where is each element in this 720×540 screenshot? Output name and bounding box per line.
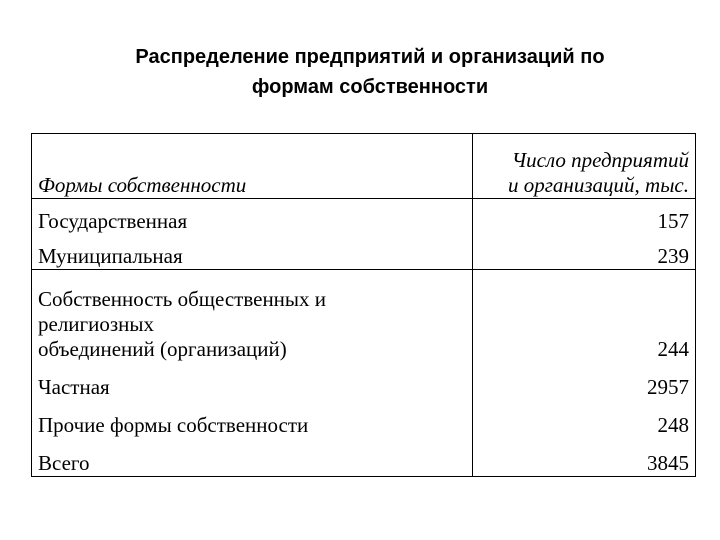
row-form-line-2: религиозных <box>38 312 155 336</box>
row-form-line-3: объединений (организаций) <box>38 337 287 361</box>
row-count: 248 <box>473 400 696 438</box>
table-row <box>32 199 696 235</box>
row-form: Государственная <box>32 199 473 235</box>
row-form: Прочие формы собственности <box>32 400 473 438</box>
table-row <box>32 400 696 438</box>
row-form: Частная <box>32 362 473 400</box>
row-count: 2957 <box>473 362 696 400</box>
table-header-row <box>32 134 696 199</box>
header-count-line-2: и организаций, тыс. <box>507 173 689 197</box>
title-line-2: формам собственности <box>251 76 489 98</box>
row-count: 3845 <box>473 438 696 477</box>
page-title <box>60 42 680 102</box>
row-form: Всего <box>32 438 473 477</box>
header-count-line-1: Число предприятий <box>511 148 689 172</box>
row-form: Муниципальная <box>32 234 473 270</box>
row-count: 244 <box>473 270 696 363</box>
row-count: 157 <box>473 199 696 235</box>
table-row <box>32 362 696 400</box>
ownership-table <box>31 133 696 477</box>
table-row <box>32 234 696 270</box>
title-line-1: Распределение предприятий и организаций по <box>135 46 605 68</box>
row-form <box>32 270 473 363</box>
table-row-total <box>32 438 696 477</box>
row-form-line-1: Собственность общественных и <box>38 287 327 311</box>
header-count <box>473 134 696 199</box>
table-row <box>32 270 696 363</box>
header-form: Формы собственности <box>32 134 473 199</box>
row-count: 239 <box>473 234 696 270</box>
